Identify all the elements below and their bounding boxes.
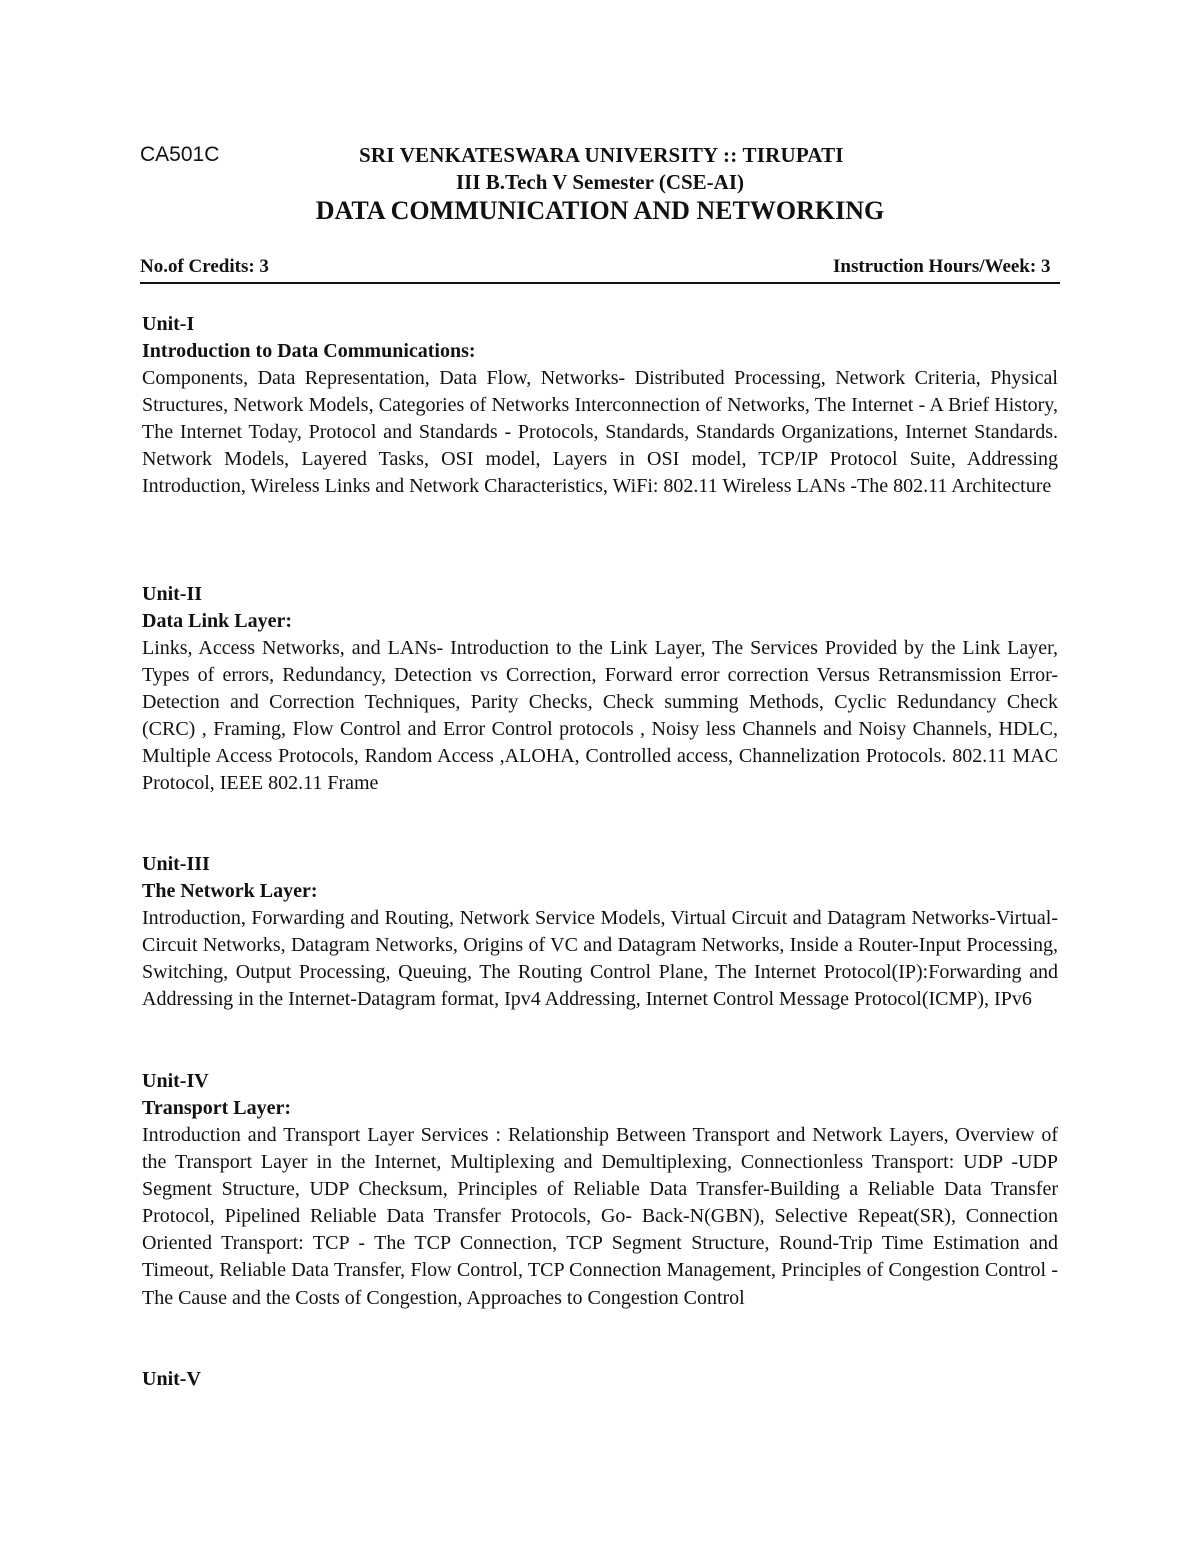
unit-heading: Transport Layer: [142,1097,292,1119]
semester-line: III B.Tech V Semester (CSE-AI) [456,170,744,194]
credits-row [140,256,1060,284]
course-code: CA501C [140,143,220,166]
unit-body: Introduction, Forwarding and Routing, Network Service Models, Virtual Circuit and Datagram Networks-Virtual-Circuit Networks, Datagram Networks, Origins of VC and Datagram Networks, Inside a Router-Input Processing, Switching, Output Processing, Queuing, The Routing Control Plane, The Internet Protocol(IP):Forwarding and Addressing in the Internet-Datagram format, Ipv4 Addressing, Internet Control Message Protocol(ICMP), IPv6 [142,907,1058,1011]
unit-section [142,311,1058,500]
university-name: SRI VENKATESWARA UNIVERSITY :: TIRUPATI [359,143,844,167]
unit-body: Introduction and Transport Layer Services : Relationship Between Transport and Network Layers, Overview of the Transport Layer in the Internet, Multiplexing and Demultiplexing, Connectionless Transport: UDP -UDP Segment Structure, UDP Checksum, Principles of Reliable Data Transfer-Building a Reliable Data Transfer Protocol, Pipelined Reliable Data Transfer Protocols, Go- Back-N(GBN), Selective Repeat(SR), Connection Oriented Transport: TCP - The TCP Connection, TCP Segment Structure, Round-Trip Time Estimation and Timeout, Reliable Data Transfer, Flow Control, TCP Connection Management, Principles of Congestion Control - The Cause and the Costs of Congestion, Approaches to Congestion Control [142,1124,1058,1309]
header-row [140,143,1060,173]
unit-label: Unit-V [142,1368,201,1390]
unit-body: Links, Access Networks, and LANs- Introduction to the Link Layer, The Services Provided by the Link Layer, Types of errors, Redundancy, Detection vs Correction, Forward error correction Versus Retransmission Error-Detection and Correction Techniques, Parity Checks, Check summing Methods, Cyclic Redundancy Check (CRC) , Framing, Flow Control and Error Control protocols , Noisy less Channels and Noisy Channels, HDLC, Multiple Access Protocols, Random Access ,ALOHA, Controlled access, Channelization Protocols. 802.11 MAC Protocol, IEEE 802.11 Frame [142,637,1058,795]
credits-label: No.of Credits: 3 [140,256,269,277]
unit-label: Unit-II [142,583,203,605]
unit-heading: Data Link Layer: [142,610,292,632]
unit-heading: The Network Layer: [142,880,318,902]
instruction-hours-label: Instruction Hours/Week: 3 [833,256,1051,277]
unit-section [142,1366,1058,1393]
unit-section [142,581,1058,798]
unit-label: Unit-IV [142,1070,209,1092]
unit-body: Components, Data Representation, Data Flow, Networks- Distributed Processing, Network Criteria, Physical Structures, Network Models, Categories of Networks Interconnection of Networks, The Internet - A Brief History, The Internet Today, Protocol and Standards - Protocols, Standards, Standards Organizations, Internet Standards. Network Models, Layered Tasks, OSI model, Layers in OSI model, TCP/IP Protocol Suite, Addressing Introduction, Wireless Links and Network Characteristics, WiFi: 802.11 Wireless LANs -The 802.11 Architecture [142,367,1058,498]
unit-label: Unit-III [142,853,210,875]
unit-heading: Introduction to Data Communications: [142,340,476,362]
unit-section [142,851,1058,1013]
unit-label: Unit-I [142,313,195,335]
course-title: DATA COMMUNICATION AND NETWORKING [315,196,885,225]
unit-section [142,1068,1058,1312]
